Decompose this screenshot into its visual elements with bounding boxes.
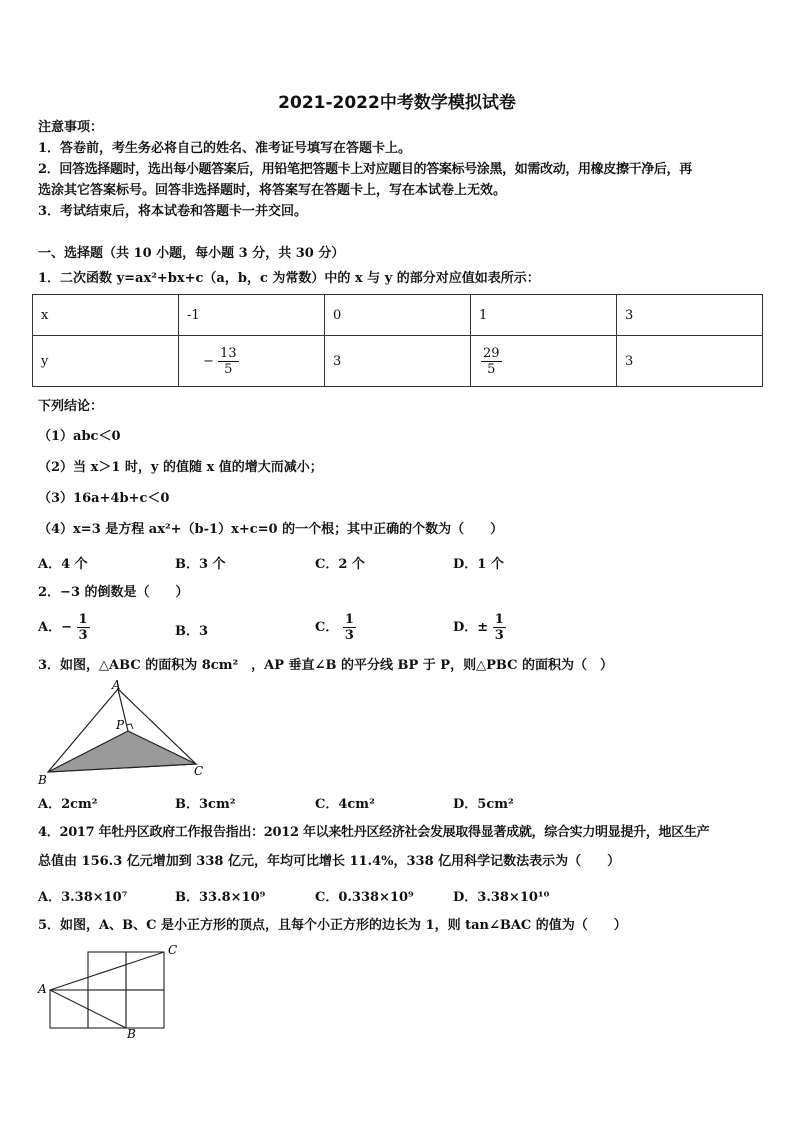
label-c: C — [168, 943, 178, 957]
q4-line-2: 总值由 156.3 亿元增加到 338 亿元，年均可比增长 11.4%，338 亿用科学记数法表示为（ ） — [38, 854, 621, 869]
fraction — [77, 612, 90, 643]
table-cell: x — [33, 295, 179, 336]
q3-option-c: C．4cm² — [315, 797, 375, 812]
q1-conclusion-1: （1）abc＜0 — [38, 429, 121, 444]
q3-option-d: D．5cm² — [453, 797, 514, 812]
q3-triangle-figure — [30, 676, 220, 788]
q1-conclusion-2: （2）当 x＞1 时，y 的值随 x 值的增大而减小； — [38, 460, 323, 475]
table-cell: 3 — [325, 336, 471, 387]
fraction — [493, 612, 506, 643]
table-row — [33, 336, 763, 387]
q3-option-a: A．2cm² — [38, 797, 98, 812]
fraction-numerator: 29 — [483, 345, 500, 361]
option-prefix: A．− — [38, 620, 72, 635]
table-cell: 1 — [471, 295, 617, 336]
q1-conclusions-heading: 下列结论： — [38, 399, 104, 414]
q4-option-b: B．33.8×10⁹ — [175, 890, 266, 905]
q1-conclusion-3: （3）16a+4b+c＜0 — [38, 491, 170, 506]
q3-stem: 3．如图，△ABC 的面积为 8cm² ，AP 垂直∠B 的平分线 BP 于 P，则△PBC 的面积为（ ） — [38, 658, 613, 673]
table-cell: -1 — [179, 295, 325, 336]
notice-line-3: 选涂其它答案标号。回答非选择题时，将答案写在答题卡上，写在本试卷上无效。 — [38, 183, 507, 198]
fraction-denominator: 5 — [224, 361, 233, 377]
q2-option-c — [315, 612, 356, 643]
fraction-numerator: 1 — [344, 612, 354, 627]
fraction — [218, 346, 239, 377]
q2-option-b: B．3 — [175, 624, 209, 639]
triangle-pbc-shaded — [48, 731, 196, 772]
label-a: A — [38, 982, 47, 996]
q3-option-b: B．3cm² — [175, 797, 236, 812]
label-b: B — [38, 773, 47, 787]
label-a: A — [112, 678, 121, 692]
notice-line-2: 2．回答选择题时，选出每小题答案后，用铅笔把答题卡上对应题目的答案标号涂黑，如需改动，用橡皮擦干净后，再 — [38, 162, 692, 177]
option-prefix: C． — [315, 620, 339, 635]
q4-option-c: C．0.338×10⁹ — [315, 890, 414, 905]
table-cell: y — [33, 336, 179, 387]
table-cell: 0 — [325, 295, 471, 336]
q5-stem: 5．如图，A、B、C 是小正方形的顶点，且每个小正方形的边长为 1，则 tan∠BAC 的值为（ ） — [38, 918, 627, 933]
label-b: B — [127, 1027, 136, 1041]
fraction-numerator: 1 — [78, 612, 88, 627]
notice-line-1: 1．答卷前，考生务必将自己的姓名、准考证号填写在答题卡上。 — [38, 141, 412, 156]
q1-value-table — [32, 294, 763, 387]
label-c: C — [194, 764, 204, 778]
q4-line-1: 4．2017 年牡丹区政府工作报告指出：2012 年以来牡丹区经济社会发展取得显著成就，综合实力明显提升，地区生产 — [38, 825, 710, 840]
fraction-denominator: 3 — [344, 628, 354, 643]
fraction-numerator: 1 — [494, 612, 504, 627]
option-prefix: D．± — [453, 620, 489, 635]
q2-option-a — [38, 612, 90, 643]
fraction-numerator: 13 — [220, 345, 237, 361]
notice-heading: 注意事项： — [38, 120, 104, 135]
q1-stem: 1．二次函数 y=ax²+bx+c（a，b，c 为常数）中的 x 与 y 的部分对应值如表所示： — [38, 271, 540, 286]
fraction-denominator: 3 — [78, 628, 88, 643]
q4-option-d: D．3.38×10¹⁰ — [453, 890, 550, 905]
table-cell — [471, 336, 617, 387]
page-title: 2021-2022中考数学模拟试卷 — [278, 93, 516, 113]
q1-option-c: C．2 个 — [315, 557, 365, 572]
q2-option-d — [453, 612, 506, 643]
notice-line-4: 3．考试结束后，将本试卷和答题卡一并交回。 — [38, 204, 308, 219]
unit-squares — [50, 952, 164, 1028]
table-cell: 3 — [617, 295, 763, 336]
segment-ac — [50, 952, 164, 990]
q4-option-a: A．3.38×10⁷ — [38, 890, 128, 905]
table-cell: 3 — [617, 336, 763, 387]
q2-stem: 2．−3 的倒数是（ ） — [38, 585, 189, 600]
fraction-denominator: 3 — [494, 628, 504, 643]
q1-conclusion-4: （4）x=3 是方程 ax²+（b-1）x+c=0 的一个根；其中正确的个数为（ ） — [38, 522, 504, 537]
table-row — [33, 295, 763, 336]
table-cell — [179, 336, 325, 387]
q1-option-a: A．4 个 — [38, 557, 88, 572]
fraction-denominator: 5 — [487, 361, 496, 377]
q5-grid-figure — [30, 940, 190, 1042]
q1-option-d: D．1 个 — [453, 557, 504, 572]
q1-option-b: B．3 个 — [175, 557, 226, 572]
label-p: P — [116, 718, 125, 732]
fraction — [343, 612, 356, 643]
fraction — [481, 346, 502, 377]
minus-sign: − — [203, 353, 214, 369]
section-heading: 一、选择题（共 10 小题，每小题 3 分，共 30 分） — [38, 246, 345, 261]
